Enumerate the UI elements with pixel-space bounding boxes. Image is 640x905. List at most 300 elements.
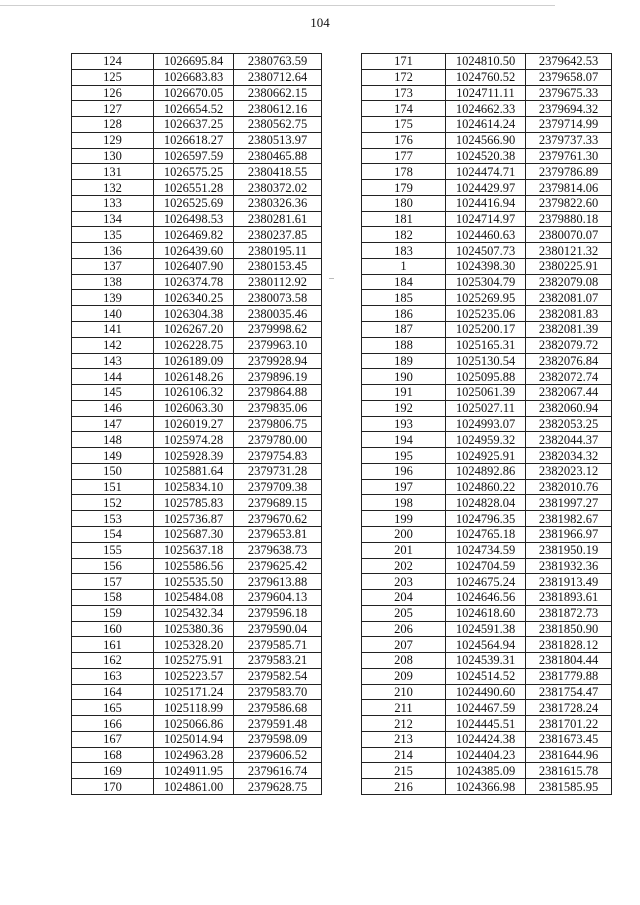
- y-coordinate-cell: 2380112.92: [234, 274, 322, 290]
- point-number-cell: 181: [362, 211, 446, 227]
- point-number-cell: 188: [362, 337, 446, 353]
- point-number-cell: 147: [72, 416, 154, 432]
- y-coordinate-cell: 2380612.16: [234, 101, 322, 117]
- x-coordinate-cell: 1025014.94: [154, 731, 234, 747]
- table-row: [72, 700, 322, 716]
- table-row: [72, 558, 322, 574]
- y-coordinate-cell: 2380070.07: [526, 227, 612, 243]
- table-row: [362, 322, 612, 338]
- table-row: [362, 574, 612, 590]
- y-coordinate-cell: 2379731.28: [234, 463, 322, 479]
- table-row: [72, 85, 322, 101]
- point-number-cell: 125: [72, 69, 154, 85]
- point-number-cell: 187: [362, 322, 446, 338]
- point-number-cell: 186: [362, 306, 446, 322]
- x-coordinate-cell: 1025484.08: [154, 590, 234, 606]
- table-row: [72, 290, 322, 306]
- table-row: [72, 69, 322, 85]
- x-coordinate-cell: 1025235.06: [446, 306, 526, 322]
- x-coordinate-cell: 1026148.26: [154, 369, 234, 385]
- point-number-cell: 170: [72, 779, 154, 795]
- point-number-cell: 159: [72, 605, 154, 621]
- x-coordinate-cell: 1026637.25: [154, 117, 234, 133]
- x-coordinate-cell: 1026340.25: [154, 290, 234, 306]
- point-number-cell: 165: [72, 700, 154, 716]
- table-row: [362, 605, 612, 621]
- point-number-cell: 208: [362, 653, 446, 669]
- table-row: [362, 747, 612, 763]
- x-coordinate-cell: 1025834.10: [154, 479, 234, 495]
- point-number-cell: 164: [72, 684, 154, 700]
- point-number-cell: 203: [362, 574, 446, 590]
- point-number-cell: 131: [72, 164, 154, 180]
- x-coordinate-cell: 1024675.24: [446, 574, 526, 590]
- y-coordinate-cell: 2381997.27: [526, 495, 612, 511]
- y-coordinate-cell: 2380121.32: [526, 243, 612, 259]
- x-coordinate-cell: 1025785.83: [154, 495, 234, 511]
- table-row: [72, 258, 322, 274]
- y-coordinate-cell: 2382060.94: [526, 400, 612, 416]
- y-coordinate-cell: 2382072.74: [526, 369, 612, 385]
- y-coordinate-cell: 2379670.62: [234, 511, 322, 527]
- point-number-cell: 200: [362, 526, 446, 542]
- y-coordinate-cell: 2380326.36: [234, 195, 322, 211]
- table-row: [72, 195, 322, 211]
- point-number-cell: 179: [362, 180, 446, 196]
- x-coordinate-cell: 1024591.38: [446, 621, 526, 637]
- x-coordinate-cell: 1024963.28: [154, 747, 234, 763]
- y-coordinate-cell: 2381913.49: [526, 574, 612, 590]
- y-coordinate-cell: 2381804.44: [526, 653, 612, 669]
- table-row: [362, 448, 612, 464]
- point-number-cell: 210: [362, 684, 446, 700]
- point-number-cell: 163: [72, 668, 154, 684]
- y-coordinate-cell: 2379625.42: [234, 558, 322, 574]
- point-number-cell: 155: [72, 542, 154, 558]
- table-row: [72, 274, 322, 290]
- point-number-cell: 127: [72, 101, 154, 117]
- y-coordinate-cell: 2382081.83: [526, 306, 612, 322]
- point-number-cell: 216: [362, 779, 446, 795]
- table-row: [72, 385, 322, 401]
- x-coordinate-cell: 1025171.24: [154, 684, 234, 700]
- x-coordinate-cell: 1026551.28: [154, 180, 234, 196]
- y-coordinate-cell: 2379835.06: [234, 400, 322, 416]
- x-coordinate-cell: 1024514.52: [446, 668, 526, 684]
- table-row: [72, 164, 322, 180]
- y-coordinate-cell: 2379585.71: [234, 637, 322, 653]
- point-number-cell: 213: [362, 731, 446, 747]
- y-coordinate-cell: 2379590.04: [234, 621, 322, 637]
- x-coordinate-cell: 1026575.25: [154, 164, 234, 180]
- table-row: [362, 117, 612, 133]
- point-number-cell: 158: [72, 590, 154, 606]
- point-number-cell: 142: [72, 337, 154, 353]
- y-coordinate-cell: 2381615.78: [526, 763, 612, 779]
- page-number: 104: [310, 15, 330, 30]
- table-row: [362, 511, 612, 527]
- y-coordinate-cell: 2380073.58: [234, 290, 322, 306]
- y-coordinate-cell: 2380153.45: [234, 258, 322, 274]
- x-coordinate-cell: 1025586.56: [154, 558, 234, 574]
- x-coordinate-cell: 1024765.18: [446, 526, 526, 542]
- y-coordinate-cell: 2379806.75: [234, 416, 322, 432]
- point-number-cell: 191: [362, 385, 446, 401]
- table-row: [72, 779, 322, 795]
- table-row: [362, 180, 612, 196]
- y-coordinate-cell: 2381872.73: [526, 605, 612, 621]
- y-coordinate-cell: 2379928.94: [234, 353, 322, 369]
- x-coordinate-cell: 1025066.86: [154, 716, 234, 732]
- y-coordinate-cell: 2379714.99: [526, 117, 612, 133]
- x-coordinate-cell: 1025535.50: [154, 574, 234, 590]
- y-coordinate-cell: 2381673.45: [526, 731, 612, 747]
- table-row: [72, 132, 322, 148]
- x-coordinate-cell: 1026439.60: [154, 243, 234, 259]
- table-row: [362, 400, 612, 416]
- y-coordinate-cell: 2379583.21: [234, 653, 322, 669]
- table-row: [362, 337, 612, 353]
- y-coordinate-cell: 2379786.89: [526, 164, 612, 180]
- y-coordinate-cell: 2379596.18: [234, 605, 322, 621]
- point-number-cell: 145: [72, 385, 154, 401]
- x-coordinate-cell: 1024429.97: [446, 180, 526, 196]
- y-coordinate-cell: 2380418.55: [234, 164, 322, 180]
- table-row: [72, 637, 322, 653]
- point-number-cell: 209: [362, 668, 446, 684]
- x-coordinate-cell: 1024704.59: [446, 558, 526, 574]
- table-row: [362, 684, 612, 700]
- x-coordinate-cell: 1025881.64: [154, 463, 234, 479]
- x-coordinate-cell: 1025118.99: [154, 700, 234, 716]
- table-row: [362, 164, 612, 180]
- x-coordinate-cell: 1026695.84: [154, 54, 234, 70]
- table-row: [72, 590, 322, 606]
- x-coordinate-cell: 1026597.59: [154, 148, 234, 164]
- x-coordinate-cell: 1024507.73: [446, 243, 526, 259]
- y-coordinate-cell: 2379613.88: [234, 574, 322, 590]
- table-row: [72, 369, 322, 385]
- table-row: [72, 353, 322, 369]
- table-row: [362, 353, 612, 369]
- table-row: [362, 274, 612, 290]
- table-row: [72, 479, 322, 495]
- x-coordinate-cell: 1025223.57: [154, 668, 234, 684]
- table-row: [362, 479, 612, 495]
- point-number-cell: 139: [72, 290, 154, 306]
- point-number-cell: 174: [362, 101, 446, 117]
- y-coordinate-cell: 2379675.33: [526, 85, 612, 101]
- x-coordinate-cell: 1026374.78: [154, 274, 234, 290]
- x-coordinate-cell: 1024810.50: [446, 54, 526, 70]
- point-number-cell: 130: [72, 148, 154, 164]
- x-coordinate-cell: 1024416.94: [446, 195, 526, 211]
- point-number-cell: 157: [72, 574, 154, 590]
- point-number-cell: 183: [362, 243, 446, 259]
- point-number-cell: 162: [72, 653, 154, 669]
- y-coordinate-cell: 2382034.32: [526, 448, 612, 464]
- table-row: [362, 432, 612, 448]
- table-row: [72, 653, 322, 669]
- x-coordinate-cell: 1024424.38: [446, 731, 526, 747]
- y-coordinate-cell: 2380562.75: [234, 117, 322, 133]
- table-row: [362, 526, 612, 542]
- point-number-cell: 150: [72, 463, 154, 479]
- table-row: [362, 69, 612, 85]
- point-number-cell: 197: [362, 479, 446, 495]
- x-coordinate-cell: 1024714.97: [446, 211, 526, 227]
- table-row: [72, 668, 322, 684]
- y-coordinate-cell: 2379606.52: [234, 747, 322, 763]
- table-row: [362, 700, 612, 716]
- y-coordinate-cell: 2379598.09: [234, 731, 322, 747]
- y-coordinate-cell: 2379822.60: [526, 195, 612, 211]
- y-coordinate-cell: 2380035.46: [234, 306, 322, 322]
- point-number-cell: 185: [362, 290, 446, 306]
- x-coordinate-cell: 1025928.39: [154, 448, 234, 464]
- table-row: [72, 495, 322, 511]
- table-row: [362, 653, 612, 669]
- y-coordinate-cell: 2381950.19: [526, 542, 612, 558]
- point-number-cell: 129: [72, 132, 154, 148]
- y-coordinate-cell: 2379582.54: [234, 668, 322, 684]
- point-number-cell: 137: [72, 258, 154, 274]
- x-coordinate-cell: 1026407.90: [154, 258, 234, 274]
- y-coordinate-cell: 2381644.96: [526, 747, 612, 763]
- table-row: [72, 148, 322, 164]
- point-number-cell: 192: [362, 400, 446, 416]
- x-coordinate-cell: 1025200.17: [446, 322, 526, 338]
- x-coordinate-cell: 1026304.38: [154, 306, 234, 322]
- y-coordinate-cell: 2381932.36: [526, 558, 612, 574]
- y-coordinate-cell: 2379586.68: [234, 700, 322, 716]
- y-coordinate-cell: 2379658.07: [526, 69, 612, 85]
- point-number-cell: 184: [362, 274, 446, 290]
- x-coordinate-cell: 1024959.32: [446, 432, 526, 448]
- table-row: [72, 763, 322, 779]
- y-coordinate-cell: 2381982.67: [526, 511, 612, 527]
- x-coordinate-cell: 1026525.69: [154, 195, 234, 211]
- y-coordinate-cell: 2379591.48: [234, 716, 322, 732]
- point-number-cell: 193: [362, 416, 446, 432]
- point-number-cell: 152: [72, 495, 154, 511]
- table-row: [72, 463, 322, 479]
- point-number-cell: 148: [72, 432, 154, 448]
- y-coordinate-cell: 2382079.72: [526, 337, 612, 353]
- table-row: [72, 432, 322, 448]
- x-coordinate-cell: 1024796.35: [446, 511, 526, 527]
- x-coordinate-cell: 1025061.39: [446, 385, 526, 401]
- x-coordinate-cell: 1024911.95: [154, 763, 234, 779]
- table-row: [362, 132, 612, 148]
- x-coordinate-cell: 1025027.11: [446, 400, 526, 416]
- table-row: [362, 416, 612, 432]
- point-number-cell: 198: [362, 495, 446, 511]
- y-coordinate-cell: 2381779.88: [526, 668, 612, 684]
- point-number-cell: 182: [362, 227, 446, 243]
- point-number-cell: 207: [362, 637, 446, 653]
- table-row: [72, 54, 322, 70]
- x-coordinate-cell: 1024892.86: [446, 463, 526, 479]
- y-coordinate-cell: 2379814.06: [526, 180, 612, 196]
- table-row: [362, 558, 612, 574]
- point-number-cell: 154: [72, 526, 154, 542]
- y-coordinate-cell: 2379963.10: [234, 337, 322, 353]
- point-number-cell: 169: [72, 763, 154, 779]
- y-coordinate-cell: 2379638.73: [234, 542, 322, 558]
- point-number-cell: 149: [72, 448, 154, 464]
- x-coordinate-cell: 1024618.60: [446, 605, 526, 621]
- table-row: [72, 747, 322, 763]
- point-number-cell: 180: [362, 195, 446, 211]
- x-coordinate-cell: 1024445.51: [446, 716, 526, 732]
- point-number-cell: 135: [72, 227, 154, 243]
- y-coordinate-cell: 2382081.07: [526, 290, 612, 306]
- table-row: [362, 590, 612, 606]
- y-coordinate-cell: 2380513.97: [234, 132, 322, 148]
- point-number-cell: 172: [362, 69, 446, 85]
- y-coordinate-cell: 2382079.08: [526, 274, 612, 290]
- y-coordinate-cell: 2379642.53: [526, 54, 612, 70]
- table-row: [72, 243, 322, 259]
- point-number-cell: 201: [362, 542, 446, 558]
- table-row: [72, 684, 322, 700]
- table-row: [72, 400, 322, 416]
- x-coordinate-cell: 1025328.20: [154, 637, 234, 653]
- table-row: [362, 211, 612, 227]
- y-coordinate-cell: 2381966.97: [526, 526, 612, 542]
- x-coordinate-cell: 1024828.04: [446, 495, 526, 511]
- table-row: [362, 495, 612, 511]
- y-coordinate-cell: 2381828.12: [526, 637, 612, 653]
- table-row: [362, 621, 612, 637]
- x-coordinate-cell: 1024460.63: [446, 227, 526, 243]
- table-row: [72, 227, 322, 243]
- point-number-cell: 153: [72, 511, 154, 527]
- point-number-cell: 177: [362, 148, 446, 164]
- table-row: [72, 542, 322, 558]
- x-coordinate-cell: 1024860.22: [446, 479, 526, 495]
- point-number-cell: 196: [362, 463, 446, 479]
- y-coordinate-cell: 2381585.95: [526, 779, 612, 795]
- y-coordinate-cell: 2379653.81: [234, 526, 322, 542]
- y-coordinate-cell: 2379737.33: [526, 132, 612, 148]
- x-coordinate-cell: 1026267.20: [154, 322, 234, 338]
- table-row: [72, 448, 322, 464]
- point-number-cell: 138: [72, 274, 154, 290]
- table-row: [72, 716, 322, 732]
- point-number-cell: 144: [72, 369, 154, 385]
- point-number-cell: 171: [362, 54, 446, 70]
- x-coordinate-cell: 1025736.87: [154, 511, 234, 527]
- y-coordinate-cell: 2380225.91: [526, 258, 612, 274]
- y-coordinate-cell: 2379754.83: [234, 448, 322, 464]
- table-row: [362, 227, 612, 243]
- point-number-cell: 199: [362, 511, 446, 527]
- point-number-cell: 189: [362, 353, 446, 369]
- table-row: [72, 731, 322, 747]
- table-row: [362, 716, 612, 732]
- table-row: [362, 668, 612, 684]
- x-coordinate-cell: 1026683.83: [154, 69, 234, 85]
- point-number-cell: 141: [72, 322, 154, 338]
- y-coordinate-cell: 2379694.32: [526, 101, 612, 117]
- point-number-cell: 140: [72, 306, 154, 322]
- y-coordinate-cell: 2381850.90: [526, 621, 612, 637]
- x-coordinate-cell: 1025432.34: [154, 605, 234, 621]
- x-coordinate-cell: 1026670.05: [154, 85, 234, 101]
- x-coordinate-cell: 1026618.27: [154, 132, 234, 148]
- y-coordinate-cell: 2379709.38: [234, 479, 322, 495]
- y-coordinate-cell: 2382053.25: [526, 416, 612, 432]
- table-row: [72, 306, 322, 322]
- y-coordinate-cell: 2382010.76: [526, 479, 612, 495]
- point-number-cell: 195: [362, 448, 446, 464]
- table-row: [72, 117, 322, 133]
- x-coordinate-cell: 1025275.91: [154, 653, 234, 669]
- point-number-cell: 178: [362, 164, 446, 180]
- point-number-cell: 160: [72, 621, 154, 637]
- coordinates-table-right: [361, 53, 612, 795]
- point-number-cell: 156: [72, 558, 154, 574]
- y-coordinate-cell: 2379780.00: [234, 432, 322, 448]
- table-row: [362, 637, 612, 653]
- y-coordinate-cell: 2382044.37: [526, 432, 612, 448]
- table-row: [362, 290, 612, 306]
- x-coordinate-cell: 1026189.09: [154, 353, 234, 369]
- table-row: [72, 526, 322, 542]
- y-coordinate-cell: 2379998.62: [234, 322, 322, 338]
- table-row: [72, 101, 322, 117]
- point-number-cell: 173: [362, 85, 446, 101]
- point-number-cell: 134: [72, 211, 154, 227]
- table-row: [362, 763, 612, 779]
- y-coordinate-cell: 2380465.88: [234, 148, 322, 164]
- x-coordinate-cell: 1026063.30: [154, 400, 234, 416]
- table-row: [362, 463, 612, 479]
- y-coordinate-cell: 2381893.61: [526, 590, 612, 606]
- point-number-cell: 136: [72, 243, 154, 259]
- table-row: [72, 322, 322, 338]
- y-coordinate-cell: 2380712.64: [234, 69, 322, 85]
- x-coordinate-cell: 1025304.79: [446, 274, 526, 290]
- y-coordinate-cell: 2379864.88: [234, 385, 322, 401]
- stray-mark: [329, 278, 334, 279]
- x-coordinate-cell: 1024385.09: [446, 763, 526, 779]
- table-row: [72, 337, 322, 353]
- x-coordinate-cell: 1026228.75: [154, 337, 234, 353]
- y-coordinate-cell: 2381754.47: [526, 684, 612, 700]
- x-coordinate-cell: 1024861.00: [154, 779, 234, 795]
- point-number-cell: 215: [362, 763, 446, 779]
- table-row: [362, 542, 612, 558]
- x-coordinate-cell: 1024993.07: [446, 416, 526, 432]
- point-number-cell: 151: [72, 479, 154, 495]
- table-row: [362, 306, 612, 322]
- x-coordinate-cell: 1024760.52: [446, 69, 526, 85]
- x-coordinate-cell: 1024662.33: [446, 101, 526, 117]
- table-row: [362, 85, 612, 101]
- x-coordinate-cell: 1026654.52: [154, 101, 234, 117]
- y-coordinate-cell: 2379604.13: [234, 590, 322, 606]
- table-row: [362, 779, 612, 795]
- y-coordinate-cell: 2380237.85: [234, 227, 322, 243]
- x-coordinate-cell: 1024734.59: [446, 542, 526, 558]
- y-coordinate-cell: 2379880.18: [526, 211, 612, 227]
- point-number-cell: 166: [72, 716, 154, 732]
- x-coordinate-cell: 1024366.98: [446, 779, 526, 795]
- y-coordinate-cell: 2379761.30: [526, 148, 612, 164]
